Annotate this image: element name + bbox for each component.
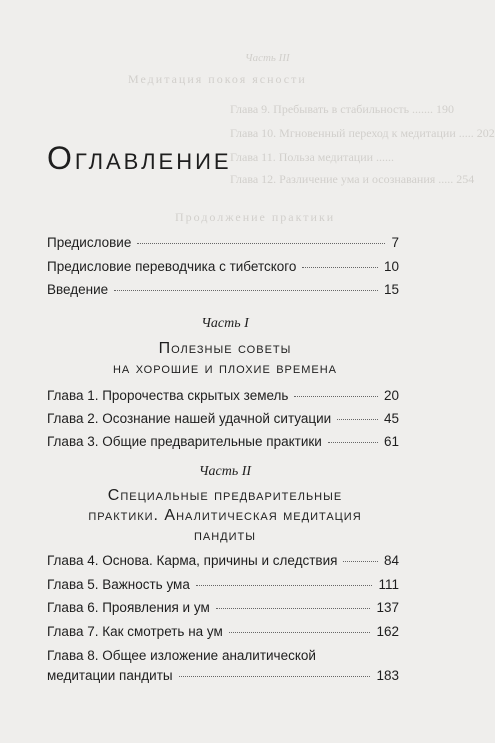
toc-entry-title: Глава 8. Общее изложение аналитической (47, 648, 316, 663)
toc-entry-title-continued: медитации пандиты (47, 668, 173, 683)
dot-leader (216, 607, 371, 609)
dot-leader (229, 631, 371, 633)
toc-entry-chapter-3[interactable] (47, 432, 399, 452)
dot-leader (179, 676, 371, 677)
toc-entry-page: 111 (378, 577, 399, 592)
toc-entry-title: Глава 1. Пророчества скрытых земель (47, 388, 289, 403)
toc-entry-page: 7 (391, 235, 399, 250)
dot-leader (196, 584, 373, 586)
dot-leader (302, 266, 378, 268)
part-title: Специальные предварительные (107, 487, 343, 504)
part-title: пандиты (194, 527, 256, 544)
toc-entry-title: Предисловие переводчика с тибетского (47, 259, 297, 274)
toc-entry-title: Глава 7. Как смотреть на ум (47, 624, 223, 639)
toc-entry-page: 162 (376, 624, 399, 639)
toc-entry-title: Глава 6. Проявления и ум (47, 600, 210, 615)
toc-entry-introduction[interactable] (47, 280, 399, 300)
page-title: Оглавление (47, 140, 232, 176)
toc-entry-page: 183 (376, 668, 399, 683)
toc-entry-translator-preface[interactable] (47, 257, 399, 277)
toc-entry-title: Глава 3. Общие предварительные практики (47, 434, 322, 449)
ghost-text: Глава 9. Пребывать в стабильность ....... 190 (230, 102, 455, 116)
toc-entry-page: 20 (383, 388, 399, 403)
toc-entry-page: 137 (376, 600, 399, 615)
toc-entry-chapter-5[interactable] (47, 575, 399, 595)
dot-leader (294, 395, 377, 397)
toc-entry-page: 45 (383, 411, 399, 426)
ghost-text: Продолжение практики (175, 210, 336, 224)
toc-entry-title: Предисловие (47, 235, 132, 250)
part-label: Часть I (201, 316, 249, 331)
dot-leader (114, 289, 378, 291)
part-title: на хорошие и плохие времена (112, 360, 338, 377)
toc-entry-preface[interactable] (47, 233, 399, 253)
dot-leader (137, 242, 385, 244)
ghost-text: Глава 12. Различение ума и осознавания ..... 254 (230, 172, 475, 186)
toc-entry-page: 61 (383, 434, 399, 449)
part-title: Полезные советы (158, 340, 292, 357)
toc-entry-title: Глава 5. Важность ума (47, 577, 190, 592)
dot-leader (328, 441, 378, 443)
toc-entry-page: 15 (383, 282, 399, 297)
toc-entry-chapter-6[interactable] (47, 598, 399, 618)
toc-entry-chapter-1[interactable] (47, 386, 399, 406)
part-title: практики. Аналитическая медитация (88, 507, 362, 524)
toc-entry-page: 10 (383, 259, 399, 274)
toc-entry-page: 84 (383, 553, 399, 568)
toc-entry-chapter-7[interactable] (47, 622, 399, 642)
ghost-text: Часть III (245, 52, 290, 64)
part-label: Часть II (198, 464, 252, 479)
toc-entry-chapter-4[interactable] (47, 551, 399, 571)
toc-entry-title: Введение (47, 282, 109, 297)
ghost-text: Глава 10. Мгновенный переход к медитации ..... 202 (230, 126, 495, 140)
toc-entry-title: Глава 4. Основа. Карма, причины и следствия (47, 553, 338, 568)
dot-leader (343, 560, 378, 562)
toc-entry-title: Глава 2. Осознание нашей удачной ситуации (47, 411, 332, 426)
dot-leader (337, 418, 378, 420)
toc-entry-chapter-2[interactable] (47, 409, 399, 429)
ghost-text: Медитация покоя ясности (128, 72, 307, 86)
toc-entry-chapter-8[interactable] (47, 646, 399, 686)
ghost-text: Глава 11. Польза медитации ...... (230, 150, 395, 164)
